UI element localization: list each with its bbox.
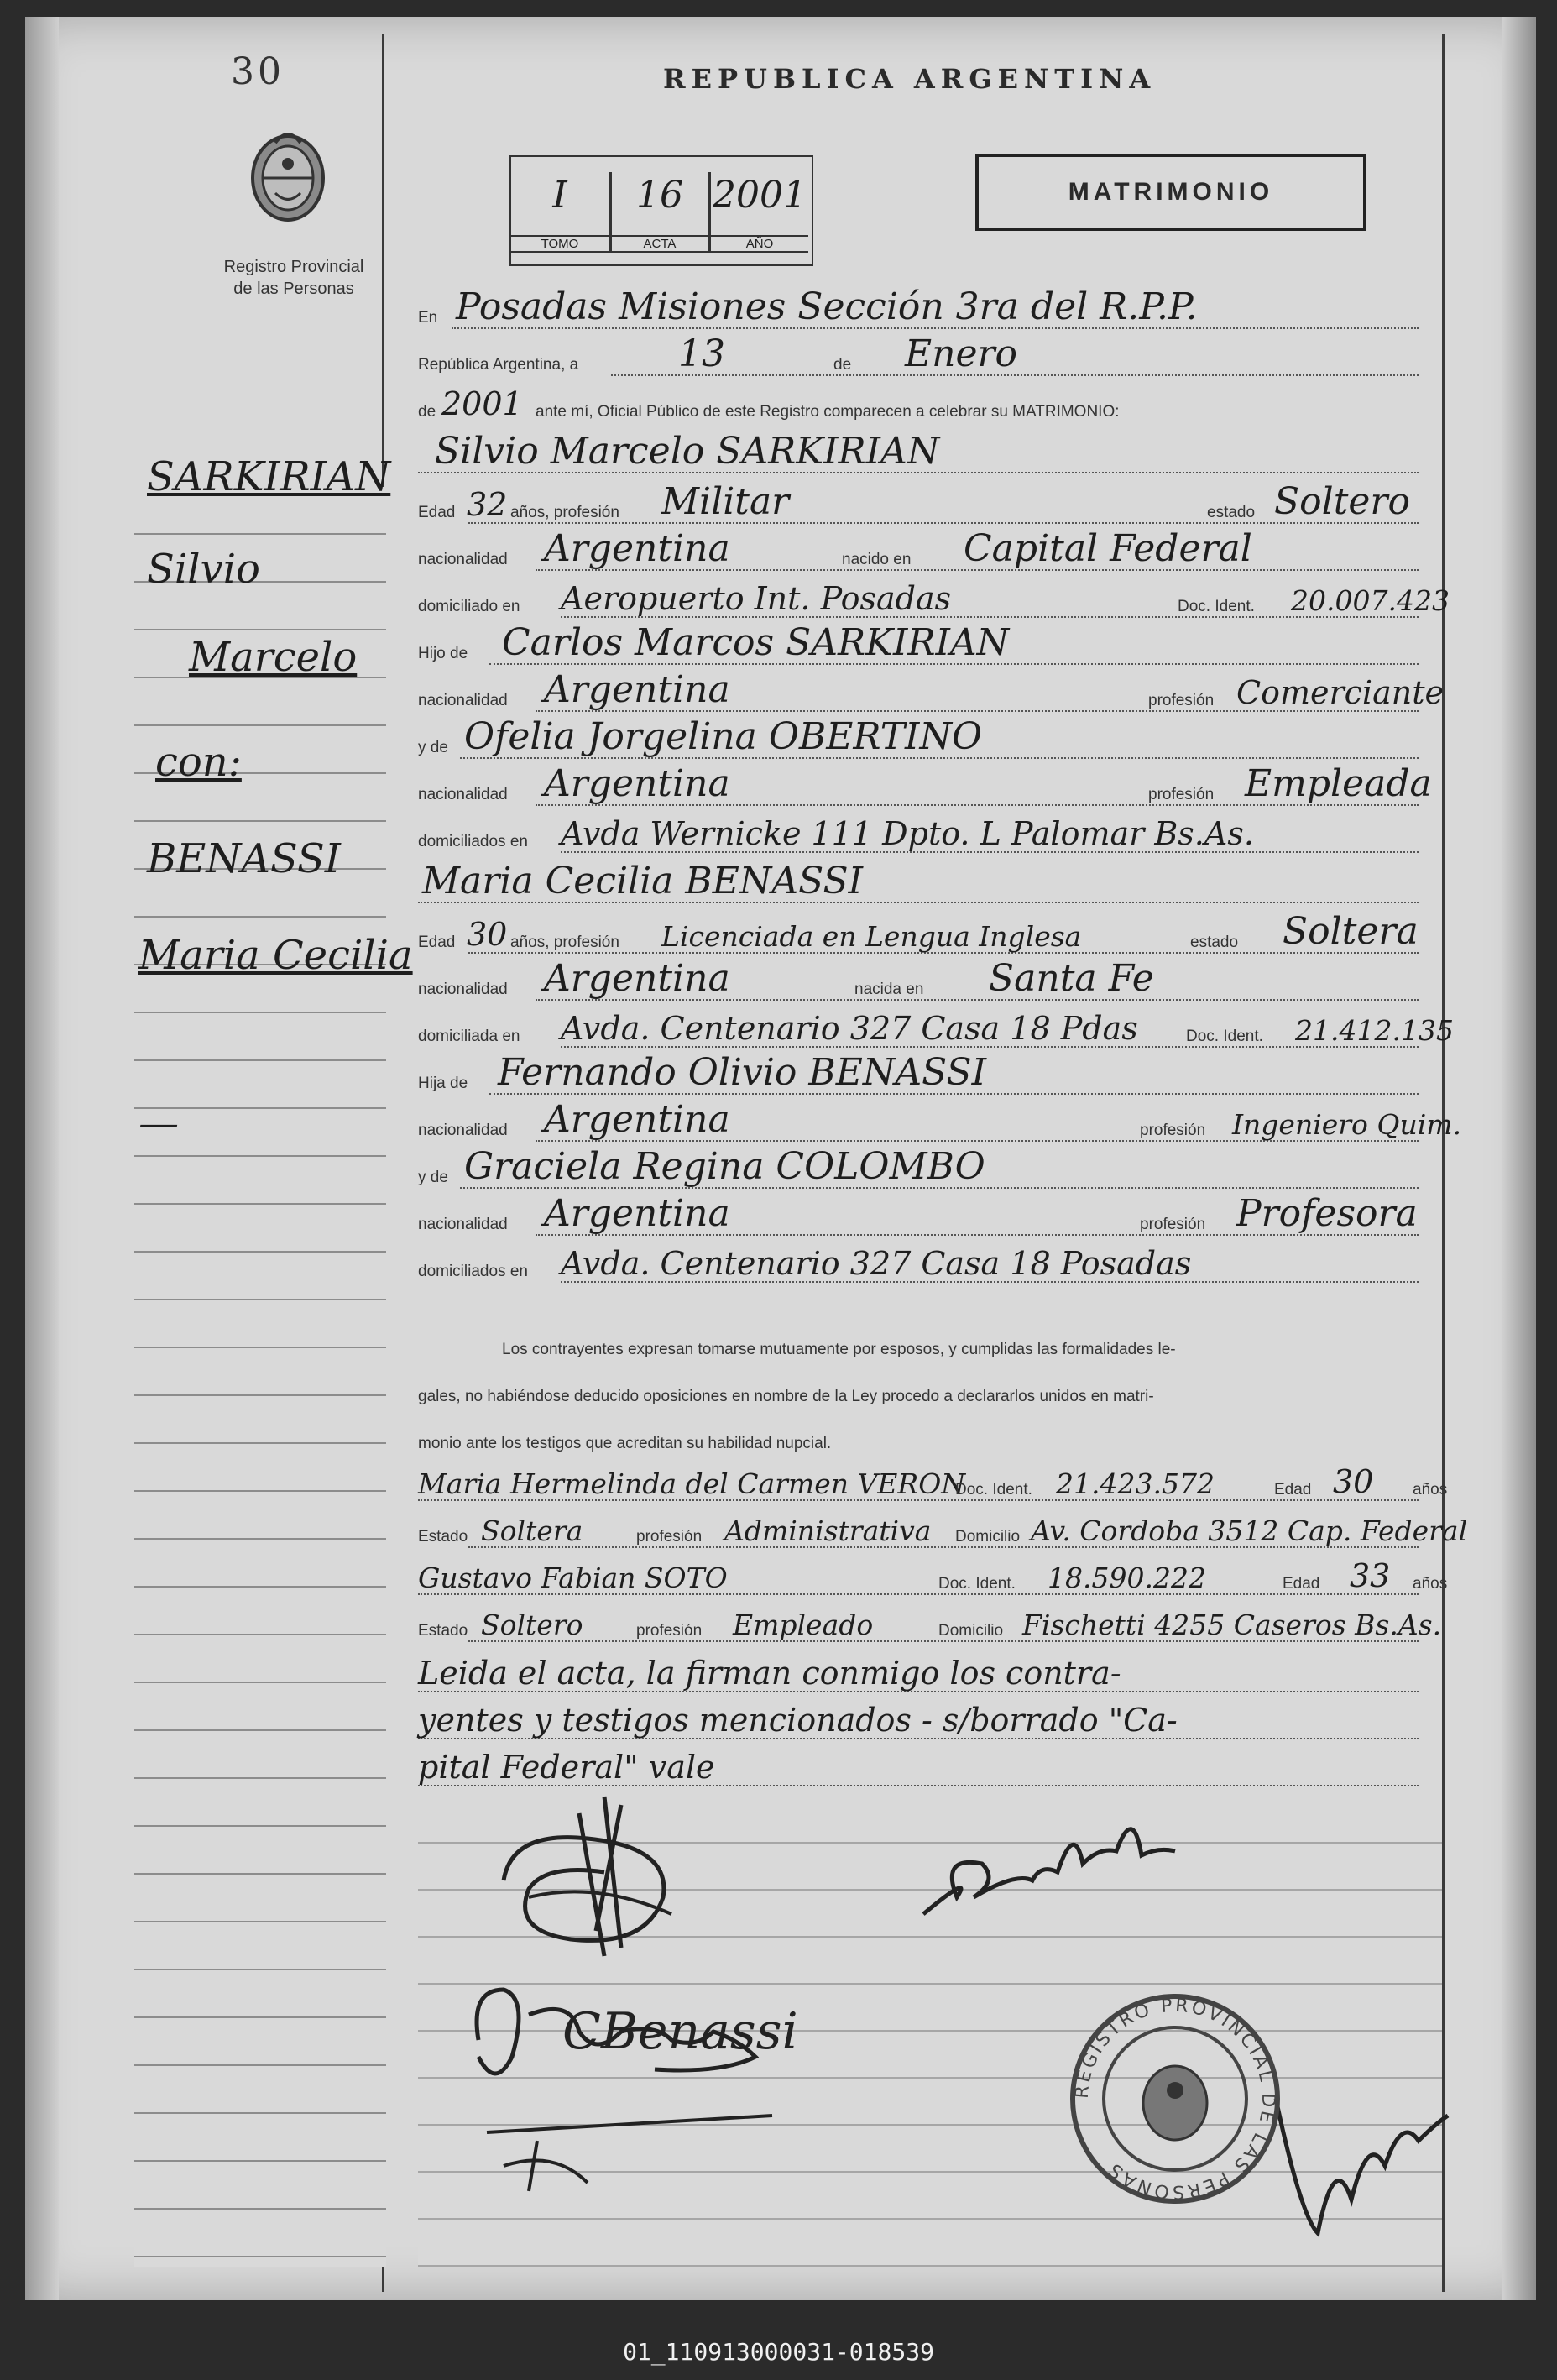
- row-bride-mother: [418, 1145, 1419, 1192]
- label-nacida-en: nacida en: [854, 981, 924, 998]
- witness1-name: Maria Hermelinda del Carmen VERON: [418, 1467, 966, 1500]
- groom-father: Carlos Marcos SARKIRIAN: [502, 621, 1010, 664]
- label-edad: Edad: [1283, 1575, 1320, 1593]
- groom-nationality: Argentina: [544, 527, 730, 570]
- witness2-profession: Empleado: [733, 1608, 874, 1641]
- groom-father-prof: Comerciante: [1236, 674, 1444, 711]
- groom-status: Soltero: [1274, 480, 1410, 523]
- groom-profession: Militar: [661, 480, 790, 523]
- row-bride-nat: [418, 957, 1419, 1004]
- declaration-text: [418, 1326, 1459, 1467]
- page-edge: [1502, 17, 1536, 2300]
- row-witness2-detail: [418, 1598, 1442, 1645]
- bride-mother: Graciela Regina COLOMBO: [464, 1145, 985, 1188]
- closing-line1: Leida el acta, la firman conmigo los contra-: [418, 1655, 1121, 1692]
- row-bride-mother-nat: [418, 1192, 1419, 1239]
- label-hija-de: Hija de: [418, 1075, 468, 1092]
- groom-doc: 20.007.423: [1291, 584, 1450, 617]
- row-bride-age: [418, 910, 1419, 957]
- anio-value: 2001: [713, 174, 807, 217]
- anio-cell: [709, 172, 808, 253]
- row-closing1: [418, 1649, 1419, 1696]
- label-nacionalidad: nacionalidad: [418, 981, 508, 998]
- label-domiciliados: domiciliados en: [418, 1263, 528, 1280]
- label-estado: estado: [1190, 934, 1239, 951]
- label-domicilio: Domicilio: [938, 1622, 1004, 1640]
- row-date: [418, 332, 1419, 379]
- acta-cell: [610, 172, 709, 253]
- label-estado: Estado: [418, 1622, 468, 1640]
- entry-month: Enero: [905, 332, 1018, 375]
- label-edad: Edad: [1274, 1481, 1312, 1499]
- witness1-doc: 21.423.572: [1056, 1467, 1215, 1500]
- row-groom-dom: [418, 574, 1450, 621]
- row-witness1-detail: [418, 1504, 1468, 1551]
- entry-year: 2001: [441, 385, 523, 422]
- acta-label: ACTA: [612, 235, 708, 251]
- bride-status: Soltera: [1283, 910, 1419, 953]
- groom-name: Silvio Marcelo SARKIRIAN: [435, 430, 940, 473]
- row-groom-name: [418, 430, 1419, 477]
- margin-name2: Marcelo: [189, 634, 358, 681]
- row-place: [418, 285, 1419, 332]
- bride-signature-text: CBenassi: [562, 2002, 798, 2061]
- scan-id: 01_110913000031-018539: [623, 2338, 934, 2366]
- row-bride-parents-dom: [418, 1239, 1419, 1286]
- bride-age: 30: [467, 916, 508, 953]
- label-profesion: profesión: [1148, 692, 1215, 709]
- row-groom-age: [418, 480, 1419, 527]
- tomo-value: I: [552, 174, 567, 217]
- row-groom-father: [418, 621, 1419, 668]
- label-anios-profesion: años, profesión: [510, 934, 619, 951]
- anio-label: AÑO: [711, 235, 808, 251]
- groom-age: 32: [467, 486, 508, 523]
- bride-name: Maria Cecilia BENASSI: [422, 860, 864, 902]
- margin-surname: SARKIRIAN: [147, 453, 391, 500]
- label-anios-profesion: años, profesión: [510, 504, 619, 521]
- groom-parents-domicile: Avda Wernicke 111 Dpto. L Palomar Bs.As.: [561, 815, 1254, 852]
- registry-caption: [193, 256, 394, 300]
- page-number: 30: [231, 50, 285, 93]
- bride-doc: 21.412.135: [1295, 1014, 1454, 1047]
- groom-father-nat: Argentina: [544, 668, 730, 711]
- witness1-domicile: Av. Cordoba 3512 Cap. Federal: [1031, 1514, 1468, 1547]
- row-groom-mother: [418, 715, 1419, 762]
- label-anios: años: [1413, 1481, 1448, 1499]
- register-page: [25, 17, 1536, 2300]
- stamp-text: REGISTRO PROVINCIAL DE LAS PERSONAS: [1071, 1995, 1279, 2203]
- closing-line3: pital Federal" vale: [418, 1749, 715, 1786]
- bride-nationality: Argentina: [544, 957, 730, 1000]
- bride-father: Fernando Olivio BENASSI: [498, 1051, 986, 1094]
- groom-born-in: Capital Federal: [964, 527, 1252, 570]
- label-edad: Edad: [418, 504, 456, 521]
- declaration-line2: gales, no habiéndose deducido oposiciones en nombre de la Ley procedo a declararlos unidos en matri-: [418, 1388, 1154, 1405]
- officer-signature-icon: [907, 1771, 1183, 1939]
- label-republica: República Argentina, a: [418, 356, 579, 374]
- row-bride-father-nat: [418, 1098, 1462, 1145]
- margin-name1: Silvio: [147, 546, 260, 593]
- row-groom-parents-dom: [418, 809, 1419, 856]
- bride-father-prof: Ingeniero Quim.: [1232, 1108, 1462, 1141]
- row-witness1: [418, 1457, 1448, 1504]
- label-domicilio: Domicilio: [955, 1528, 1021, 1546]
- label-nacionalidad: nacionalidad: [418, 786, 508, 803]
- row-bride-name: [418, 860, 1419, 907]
- label-en: En: [418, 309, 438, 327]
- row-bride-dom: [418, 1004, 1454, 1051]
- registry-line2: de las Personas: [233, 280, 354, 298]
- margin-name3: Maria Cecilia: [138, 932, 413, 979]
- witness2-age: 33: [1350, 1557, 1391, 1594]
- witness1-status: Soltera: [481, 1514, 583, 1547]
- label-y-de: y de: [418, 1169, 448, 1186]
- label-estado: Estado: [418, 1528, 468, 1546]
- tomo-cell: [511, 172, 610, 253]
- label-doc: Doc. Ident.: [938, 1575, 1016, 1593]
- label-doc: Doc. Ident.: [955, 1481, 1032, 1499]
- label-nacionalidad: nacionalidad: [418, 551, 508, 568]
- label-estado: estado: [1207, 504, 1256, 521]
- witness1-profession: Administrativa: [724, 1514, 932, 1547]
- coat-of-arms-icon: [242, 126, 334, 227]
- groom-domicile: Aeropuerto Int. Posadas: [561, 580, 952, 617]
- row-witness2: [418, 1551, 1448, 1598]
- declaration-line1: Los contrayentes expresan tomarse mutuamente por esposos, y cumplidas las formalidades le-: [502, 1341, 1176, 1358]
- closing-line2: yentes y testigos mencionados - s/borrado "Ca-: [418, 1702, 1178, 1739]
- margin-dash: —: [138, 1100, 179, 1147]
- label-doc: Doc. Ident.: [1178, 598, 1255, 615]
- label-profesion: profesión: [1140, 1122, 1206, 1139]
- label-domiciliados: domiciliados en: [418, 833, 528, 850]
- book-spine: [25, 17, 59, 2300]
- row-groom-father-nat: [418, 668, 1444, 715]
- margin-con: con:: [155, 739, 242, 786]
- bride-mother-prof: Profesora: [1236, 1192, 1418, 1235]
- witness-signature-icon: [1267, 2065, 1452, 2241]
- label-nacido-en: nacido en: [842, 551, 912, 568]
- margin-surname2: BENASSI: [147, 835, 341, 882]
- groom-mother: Ofelia Jorgelina OBERTINO: [464, 715, 983, 758]
- label-nacionalidad: nacionalidad: [418, 692, 508, 709]
- row-groom-nat: [418, 527, 1419, 574]
- label-profesion: profesión: [1140, 1216, 1206, 1233]
- registry-line1: Registro Provincial: [223, 258, 364, 276]
- groom-mother-prof: Empleada: [1245, 762, 1432, 805]
- label-ante-mi: ante mí, Oficial Público de este Registro comparecen a celebrar su MATRIMONIO:: [536, 403, 1120, 421]
- witness2-doc: 18.590.222: [1048, 1561, 1206, 1594]
- label-profesion: profesión: [636, 1622, 703, 1640]
- label-y-de: y de: [418, 739, 448, 756]
- entry-place: Posadas Misiones Sección 3ra del R.P.P.: [456, 285, 1198, 328]
- official-stamp-icon: [1066, 1990, 1284, 2208]
- document-type-box: MATRIMONIO: [975, 154, 1366, 231]
- witness2-status: Soltero: [481, 1608, 583, 1641]
- bride-mother-nat: Argentina: [544, 1192, 730, 1235]
- groom-mother-nat: Argentina: [544, 762, 730, 805]
- label-edad: Edad: [418, 934, 456, 951]
- label-profesion: profesión: [1148, 786, 1215, 803]
- witness2-domicile: Fischetti 4255 Caseros Bs.As.: [1022, 1608, 1442, 1641]
- label-domiciliado: domiciliado en: [418, 598, 520, 615]
- bride-born-in: Santa Fe: [989, 957, 1154, 1000]
- bride-parents-domicile: Avda. Centenario 327 Casa 18 Posadas: [561, 1245, 1192, 1282]
- tomo-label: TOMO: [511, 235, 609, 251]
- row-year: [418, 379, 1419, 426]
- right-border: [1442, 34, 1445, 2292]
- label-de-year: de: [418, 403, 436, 421]
- label-nacionalidad: nacionalidad: [418, 1122, 508, 1139]
- label-de: de: [833, 356, 852, 374]
- bride-father-nat: Argentina: [544, 1098, 730, 1141]
- row-bride-father: [418, 1051, 1419, 1098]
- row-closing2: [418, 1696, 1419, 1743]
- bride-profession: Licenciada en Lengua Inglesa: [661, 920, 1082, 953]
- label-hijo-de: Hijo de: [418, 645, 468, 662]
- label-domiciliada: domiciliada en: [418, 1028, 520, 1045]
- acta-value: 16: [636, 174, 683, 217]
- label-doc: Doc. Ident.: [1186, 1028, 1263, 1045]
- label-profesion: profesión: [636, 1528, 703, 1546]
- witness1-age: 30: [1333, 1463, 1374, 1500]
- groom-signature-icon: [478, 1780, 713, 1973]
- label-anios: años: [1413, 1575, 1448, 1593]
- bride-domicile: Avda. Centenario 327 Casa 18 Pdas: [561, 1010, 1138, 1047]
- bride-signature: [453, 1964, 806, 2200]
- declaration-line3: monio ante los testigos que acreditan su habilidad nupcial.: [418, 1435, 832, 1452]
- entry-day: 13: [678, 332, 725, 375]
- label-nacionalidad: nacionalidad: [418, 1216, 508, 1233]
- volume-boxes: [509, 155, 813, 266]
- country-title: REPUBLICA ARGENTINA: [663, 63, 1157, 95]
- row-groom-mother-nat: [418, 762, 1432, 809]
- witness2-name: Gustavo Fabian SOTO: [418, 1561, 728, 1594]
